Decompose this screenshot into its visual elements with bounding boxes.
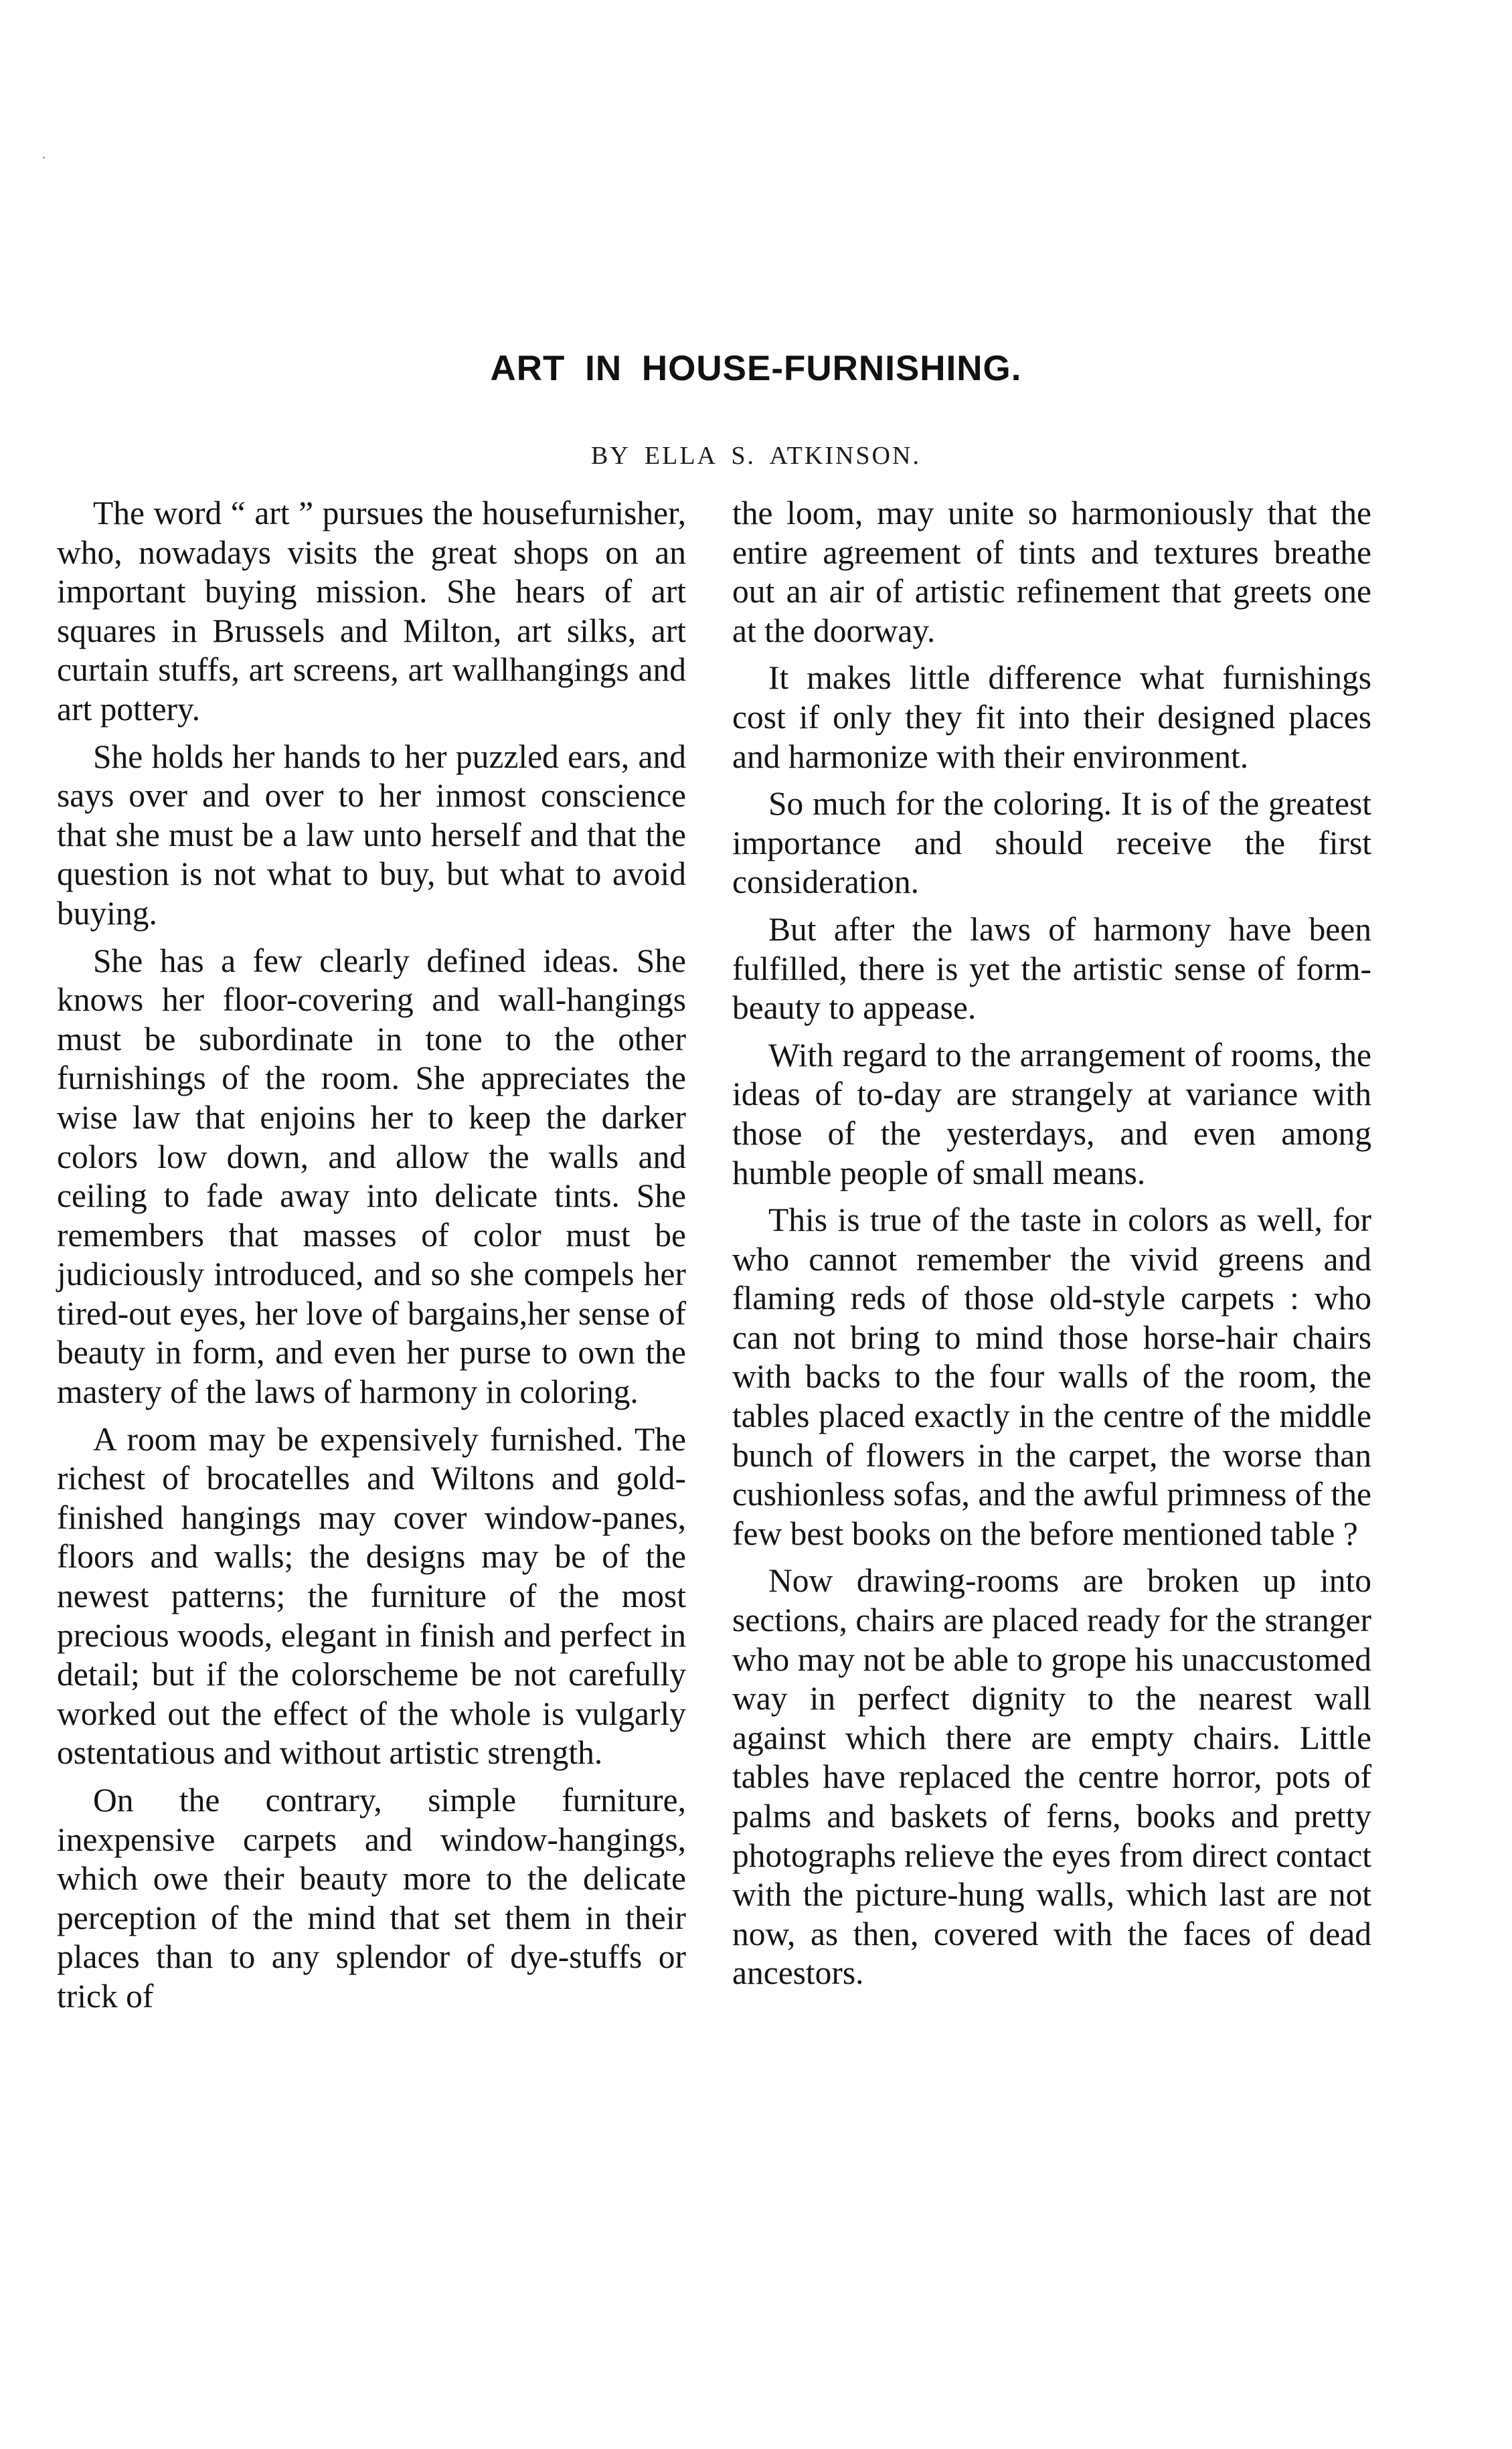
paragraph: This is true of the taste in colors as well, for who cannot remember the vivid greens and flaming reds of those old-style carpets : who can not bring to mind those horse-hair chairs with backs to the four walls of the room, the tables placed exactly in the centre of the middle bunch of flowers in the carpet, the worse than cushionless sofas, and the awful primness of the few best books on the before mentioned table ? bbox=[732, 1201, 1371, 1552]
paragraph: So much for the coloring. It is of the greatest importance and should receive the first consideration. bbox=[732, 785, 1371, 901]
paragraph-continued: the loom, may unite so harmoniously that the entire agreement of tints and textures breathe out an air of artistic refinement that greets one at the doorway. bbox=[732, 495, 1371, 649]
paper-speck bbox=[43, 157, 45, 159]
paragraph: The word “ art ” pursues the housefurnisher, who, nowadays visits the great shops on an important buying mission. She hears of art squares in Brussels and Milton, art silks, art curtain stuffs, art screens, art wallhangings and art pottery. bbox=[57, 495, 686, 728]
article-byline: BY ELLA S. ATKINSON. bbox=[591, 442, 921, 470]
paragraph: But after the laws of harmony have been fulfilled, there is yet the artistic sense of form-beauty to appease. bbox=[732, 910, 1371, 1027]
paragraph: On the contrary, simple furniture, inexpensive carpets and window-hangings, which owe their beauty more to the delicate perception of the mind that set them in their places than to any splendor of dye-stuffs or trick of bbox=[57, 1782, 686, 2015]
paragraph: She holds her hands to her puzzled ears, and says over and over to her inmost conscience that she must be a law unto herself and that the question is not what to buy, but what to avoid buying. bbox=[57, 738, 686, 932]
paragraph: She has a few clearly defined ideas. She knows her floor-covering and wall-hangings must be subordinate in tone to the other furnishings of the room. She appreciates the wise law that enjoins her to keep the darker colors low down, and allow the walls and ceiling to fade away into delicate tints. She remembers that masses of color must be judiciously introduced, and so she compels her tired-out eyes, her love of bargains,her sense of beauty in form, and even her purse to own the mastery of the laws of harmony in coloring. bbox=[57, 942, 686, 1411]
left-column bbox=[57, 494, 686, 2025]
right-column bbox=[732, 494, 1371, 2001]
paragraph: With regard to the arrangement of rooms, the ideas of to-day are strangely at variance with those of the yesterdays, and even among humble people of small means. bbox=[732, 1036, 1371, 1191]
paragraph: A room may be expensively furnished. The richest of brocatelles and Wiltons and gold-finished hangings may cover window-panes, floors and walls; the designs may be of the newest patterns; the furniture of the most precious woods, elegant in finish and perfect in detail; but if the colorscheme be not carefully worked out the effect of the whole is vulgarly ostentatious and without artistic strength. bbox=[57, 1420, 686, 1772]
article-title: ART IN HOUSE-FURNISHING. bbox=[490, 349, 1022, 388]
paragraph: It makes little difference what furnishings cost if only they fit into their designed places and harmonize with their environment. bbox=[732, 659, 1371, 775]
paragraph: Now drawing-rooms are broken up into sections, chairs are placed ready for the stranger who may not be able to grope his unaccustomed way in perfect dignity to the nearest wall against which there are empty chairs. Little tables have replaced the centre horror, pots of palms and baskets of ferns, books and pretty photographs relieve the eyes from direct contact with the picture-hung walls, which last are not now, as then, covered with the faces of dead ancestors. bbox=[732, 1562, 1371, 1992]
